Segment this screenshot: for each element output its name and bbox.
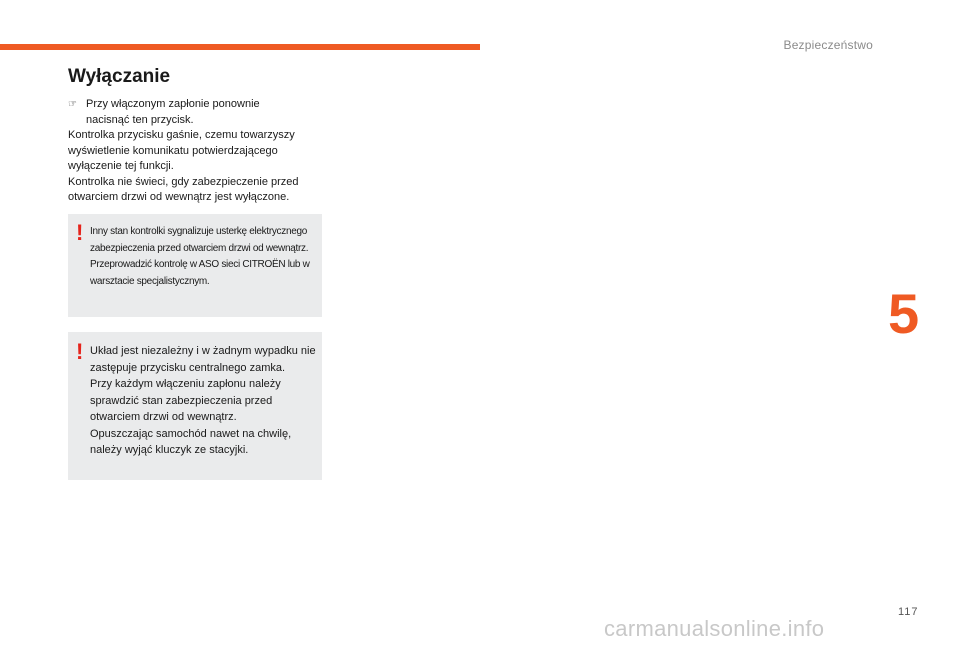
warning-note [68,332,322,480]
note-paragraph: Przeprowadzić kontrolę w ASO sieci CITROËN lub w warsztacie specjalistycznym. [90,259,310,287]
pointing-hand-icon: ☞ [68,99,77,110]
note-paragraph: Układ jest niezależny i w żadnym wypadku nie zastępuje przycisku centralnego zamka. [90,345,316,374]
watermark: carmanualsonline.info [604,616,825,641]
page-heading: Wyłączanie [68,66,171,87]
page-number: 117 [898,606,919,618]
bullet-text-line-1: Przy włączonym zapłonie ponownie [86,98,260,110]
paragraph: Kontrolka przycisku gaśnie, czemu towarzyszy wyświetlenie komunikatu potwierdzającego wyłączenie tej funkcji. [68,129,295,172]
warning-note-text [90,224,320,290]
warning-exclamation-icon: ! [76,220,84,245]
note-paragraph: Przy każdym włączeniu zapłonu należy sprawdzić stan zabezpieczenia przed otwarciem drzwi od wewnątrz. [90,378,281,423]
bullet-text-line-2: nacisnąć ten przycisk. [86,113,194,126]
note-paragraph: Inny stan kontrolki sygnalizuje usterkę elektrycznego zabezpieczenia przed otwarciem drzwi od wewnątrz. [90,226,309,254]
warning-note [68,214,322,317]
section-color-bar [0,44,480,50]
note-paragraph: Opuszczając samochód nawet na chwilę, należy wyjąć kluczyk ze stacyjki. [90,427,292,456]
instruction-bullet [68,97,330,128]
section-title: Bezpieczeństwo [783,38,873,52]
warning-note-text [90,343,320,459]
instruction-block [68,97,330,206]
chapter-number: 5 [888,282,920,345]
warning-exclamation-icon: ! [76,339,84,364]
paragraph: Kontrolka nie świeci, gdy zabezpieczenie przed otwarciem drzwi od wewnątrz jest wyłączone. [68,175,299,203]
